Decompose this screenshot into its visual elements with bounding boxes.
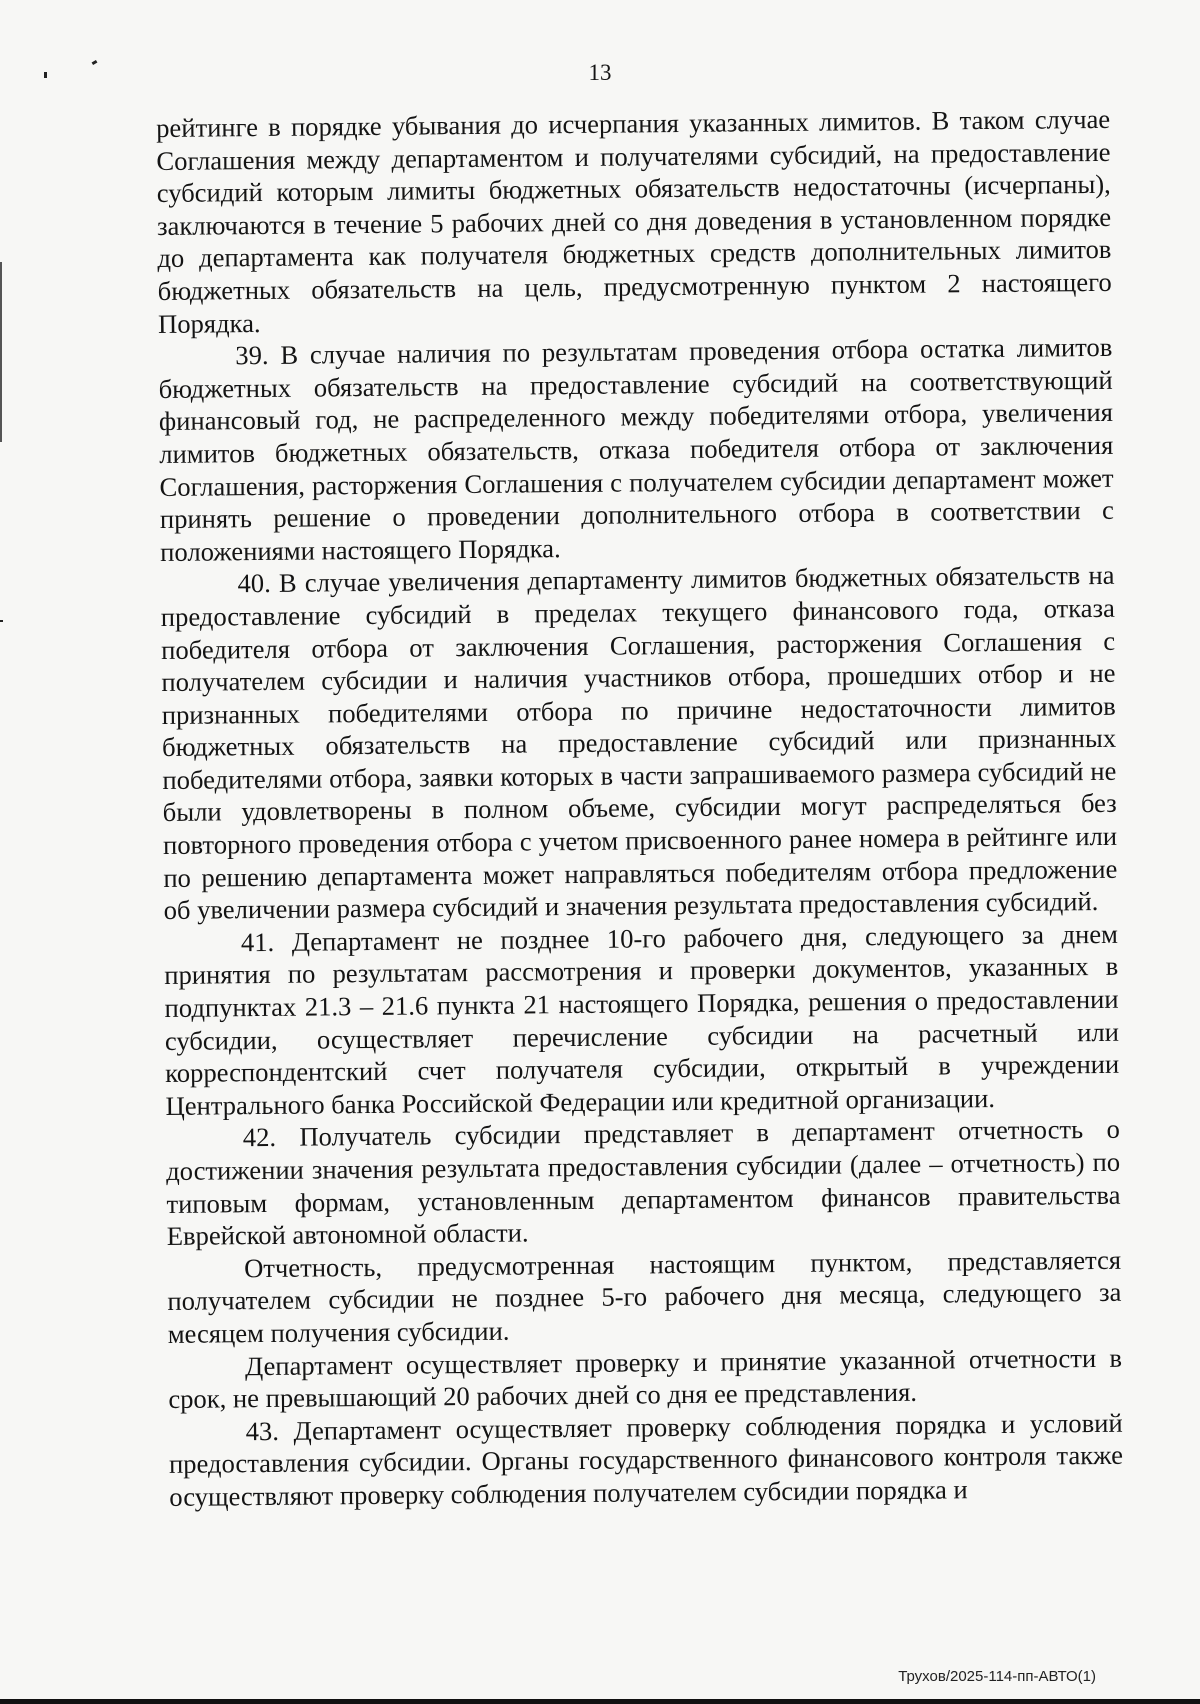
paragraph-42-verification: Департамент осуществляет проверку и принятие указанной отчетности в срок, не превышающий 20 рабочих дней со дня ее представления. bbox=[168, 1342, 1123, 1415]
paragraph-40: 40. В случае увеличения департаменту лимитов бюджетных обязательств на предоставление субсидий в пределах текущего финансового года, отказа победителя отбора от заключения Соглашения, расторжения Соглашения с получателем субсидии и наличия участников отбора, прошедших отбор и не признанных победителями отбора по причине недостаточности лимитов бюджетных обязательств на предоставление субсидий или признанных победителями отбора, заявки которых в части запрашиваемого размера субсидий не были удовлетворены в полном объеме, субсидии могут распределяться без повторного проведения отбора с учетом присвоенного ранее номера в рейтинге или по решению департамента может направляться победителям отбора предложение об увеличении размера субсидий и значения результата предоставления субсидий. bbox=[160, 560, 1118, 926]
paragraph-42: 42. Получатель субсидии представляет в департамент отчетность о достижении значения результата предоставления субсидии (далее – отчетность) по типовым формам, установленным департаментом финансов правительства Еврейской автономной области. bbox=[166, 1114, 1121, 1252]
page-number: 13 bbox=[588, 60, 612, 85]
paragraph-39: 39. В случае наличия по результатам проведения отбора остатка лимитов бюджетных обязательств на предоставление субсидий на соответствующий финансовый год, не распределенного между победителями отбора, увеличения лимитов бюджетных обязательств, отказа победителя отбора от заключения Соглашения, расторжения Соглашения с получателем субсидии департамент может принять решение о проведении дополнительного отбора в соответствии с положениями настоящего Порядка. bbox=[158, 331, 1115, 567]
paragraph-continuation: рейтинге в порядке убывания до исчерпания указанных лимитов. В таком случае Соглашения между департаментом и получателями субсидий, на предоставление субсидий которым лимиты бюджетных обязательств недостаточны (исчерпаны), заключаются в течение 5 рабочих дней со дня доведения в установленном порядке до департамента как получателя бюджетных средств дополнительных лимитов бюджетных обязательств на цель, предусмотренную пунктом 2 настоящего Порядка. bbox=[156, 103, 1112, 339]
paragraph-41: 41. Департамент не позднее 10-го рабочего дня, следующего за днем принятия по результатам рассмотрения и проверки документов, указанных в подпунктах 21.3 – 21.6 пункта 21 настоящего Порядка, решения о предоставлении субсидии, осуществляет перечисление субсидии на расчетный или корреспондентский счет получателя субсидии, открытый в учреждении Центрального банка Российской Федерации или кредитной организации. bbox=[164, 918, 1120, 1121]
document-code: Трухов/2025-114-пп-АВТО(1) bbox=[898, 1668, 1096, 1685]
scan-edge-line bbox=[0, 262, 2, 442]
scan-speck bbox=[0, 620, 3, 622]
paragraph-42-reporting-deadline: Отчетность, предусмотренная настоящим пунктом, представляется получателем субсидии не позднее 5-го рабочего дня месяца, следующего за месяцем получения субсидии. bbox=[167, 1244, 1122, 1349]
paragraph-43: 43. Департамент осуществляет проверку соблюдения порядка и условий предоставления субсидии. Органы государственного финансового контроля также осуществляют проверку соблюдения получателем субсидии порядка и bbox=[168, 1407, 1124, 1512]
scan-bottom-edge bbox=[0, 1699, 1200, 1704]
document-body bbox=[156, 103, 1123, 1514]
